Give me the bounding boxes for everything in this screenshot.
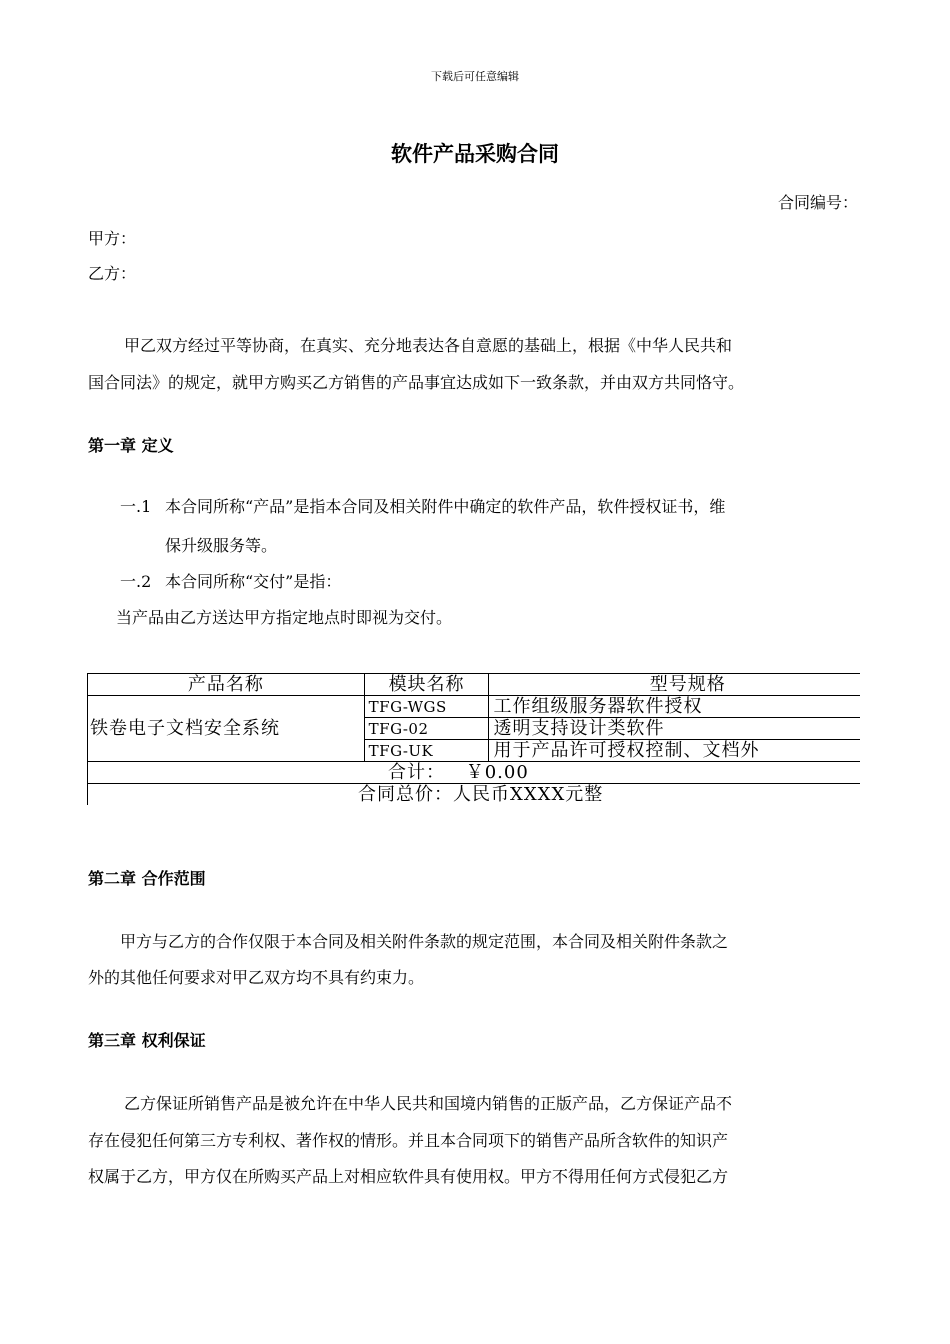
table-row — [88, 696, 861, 718]
party-b-label: 乙方： — [88, 264, 137, 283]
subtotal-value: ￥0.00 — [465, 761, 529, 783]
item2-number: 一.2 — [120, 572, 152, 591]
chapter2-line-2: 外的其他任何要求对甲乙双方均不具有约束力。 — [88, 968, 425, 987]
spec-cell: 工作组级服务器软件授权 — [489, 696, 860, 718]
module-cell: TFG-WGS — [364, 696, 489, 718]
contract-number-label: 合同编号： — [777, 193, 858, 212]
subtotal-row — [88, 762, 861, 784]
subtotal-label: 合计： — [388, 761, 445, 783]
spec-cell: 用于产品许可授权控制、文档外 — [489, 740, 860, 762]
total-value: 人民币XXXX元整 — [453, 783, 604, 805]
module-cell: TFG-02 — [364, 718, 489, 740]
table-header-row — [88, 674, 861, 696]
product-table — [87, 673, 860, 805]
header-product-name: 产品名称 — [88, 674, 365, 696]
chapter3-line-3: 权属于乙方，甲方仅在所购买产品上对相应软件具有使用权。甲方不得用任何方式侵犯乙方 — [88, 1167, 729, 1186]
header-spec: 型号规格 — [489, 674, 860, 696]
module-cell: TFG-UK — [364, 740, 489, 762]
party-a-label: 甲方： — [88, 229, 137, 248]
header-note: 下载后可任意编辑 — [431, 70, 519, 83]
total-row — [88, 784, 861, 806]
chapter2-line-1: 甲方与乙方的合作仅限于本合同及相关附件条款的规定范围，本合同及相关附件条款之 — [120, 932, 729, 951]
spec-cell: 透明支持设计类软件 — [489, 718, 860, 740]
chapter3-heading: 第三章 权利保证 — [88, 1031, 206, 1050]
item1-line-2: 保升级服务等。 — [165, 536, 278, 555]
chapter3-line-2: 存在侵犯任何第三方专利权、著作权的情形。并且本合同项下的销售产品所含软件的知识产 — [88, 1131, 729, 1150]
document-title: 软件产品采购合同 — [391, 142, 559, 166]
chapter3-line-1: 乙方保证所销售产品是被允许在中华人民共和国境内销售的正版产品，乙方保证产品不 — [124, 1094, 733, 1113]
chapter2-heading: 第二章 合作范围 — [88, 869, 206, 888]
delivery-definition: 当产品由乙方送达甲方指定地点时即视为交付。 — [116, 608, 453, 627]
intro-line-2: 国合同法》的规定，就甲方购买乙方销售的产品事宜达成如下一致条款，并由双方共同恪守。 — [88, 373, 745, 392]
product-name-cell: 铁卷电子文档安全系统 — [88, 696, 365, 762]
chapter1-heading: 第一章 定义 — [88, 436, 174, 455]
intro-line-1: 甲乙双方经过平等协商，在真实、充分地表达各自意愿的基础上，根据《中华人民共和 — [124, 336, 733, 355]
item1-number: 一.1 — [120, 497, 152, 516]
total-label: 合同总价： — [358, 783, 453, 805]
header-module-name: 模块名称 — [364, 674, 489, 696]
item1-line-1: 本合同所称“产品”是指本合同及相关附件中确定的软件产品，软件授权证书，维 — [165, 497, 726, 516]
product-table-wrapper — [86, 673, 860, 813]
item2-line-1: 本合同所称“交付”是指： — [165, 572, 342, 591]
